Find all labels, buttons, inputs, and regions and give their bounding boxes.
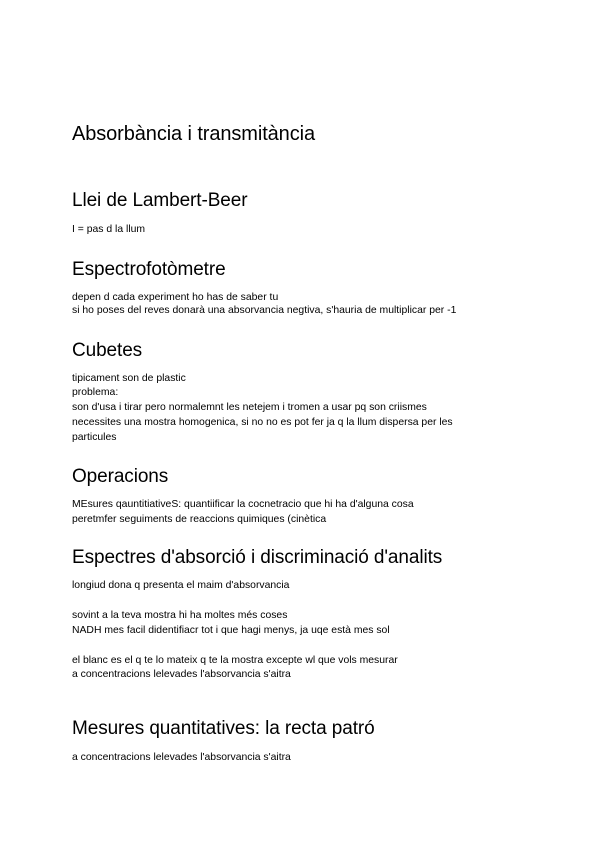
section-text-line: a concentracions lelevades l'absorvancia s'aitra: [72, 669, 291, 680]
section-text-line: tipicament son de plastic: [72, 373, 186, 384]
section-heading-lambert-beer: Llei de Lambert-Beer: [72, 190, 248, 211]
section-text-line: son d'usa i tirar pero normalemnt les netejem i tromen a usar pq son criismes: [72, 402, 427, 413]
section-text-line: longiud dona q presenta el maim d'absorvancia: [72, 580, 290, 591]
section-heading-cubetes: Cubetes: [72, 340, 143, 361]
section-text-line: NADH mes facil didentifiacr tot i que hagi menys, ja uqe està mes sol: [72, 625, 390, 636]
section-text-line: depen d cada experiment ho has de saber tu: [72, 292, 279, 303]
section-text-line: I = pas d la llum: [72, 224, 146, 235]
section-heading-espectrofotometre: Espectrofotòmetre: [72, 259, 226, 280]
section-text-line: sovint a la teva mostra hi ha moltes més coses: [72, 610, 288, 621]
section-text-line: MEsures qauntitiativeS: quantiificar la cocnetracio que hi ha d'alguna cosa: [72, 499, 414, 510]
section-text-line: necessites una mostra homogenica, si no no es pot fer ja q la llum dispersa per les: [72, 417, 453, 428]
section-text-line: problema:: [72, 387, 119, 398]
section-heading-mesures-quantitatives: Mesures quantitatives: la recta patró: [72, 718, 375, 739]
section-text-line: a concentracions lelevades l'absorvancia s'aitra: [72, 752, 291, 763]
section-text-line: el blanc es el q te lo mateix q te la mostra excepte wl que vols mesurar: [72, 655, 398, 666]
section-text-line: peretmfer seguiments de reaccions quimiques (cinètica: [72, 514, 327, 525]
section-heading-operacions: Operacions: [72, 466, 169, 487]
section-text-line: particules: [72, 432, 117, 443]
section-text-line: si ho poses del reves donarà una absorvancia negtiva, s'hauria de multiplicar per -1: [72, 305, 457, 316]
section-heading-espectres-absorcio: Espectres d'absorció i discriminació d'analits: [72, 547, 443, 568]
page-title: Absorbància i transmitància: [72, 123, 315, 145]
